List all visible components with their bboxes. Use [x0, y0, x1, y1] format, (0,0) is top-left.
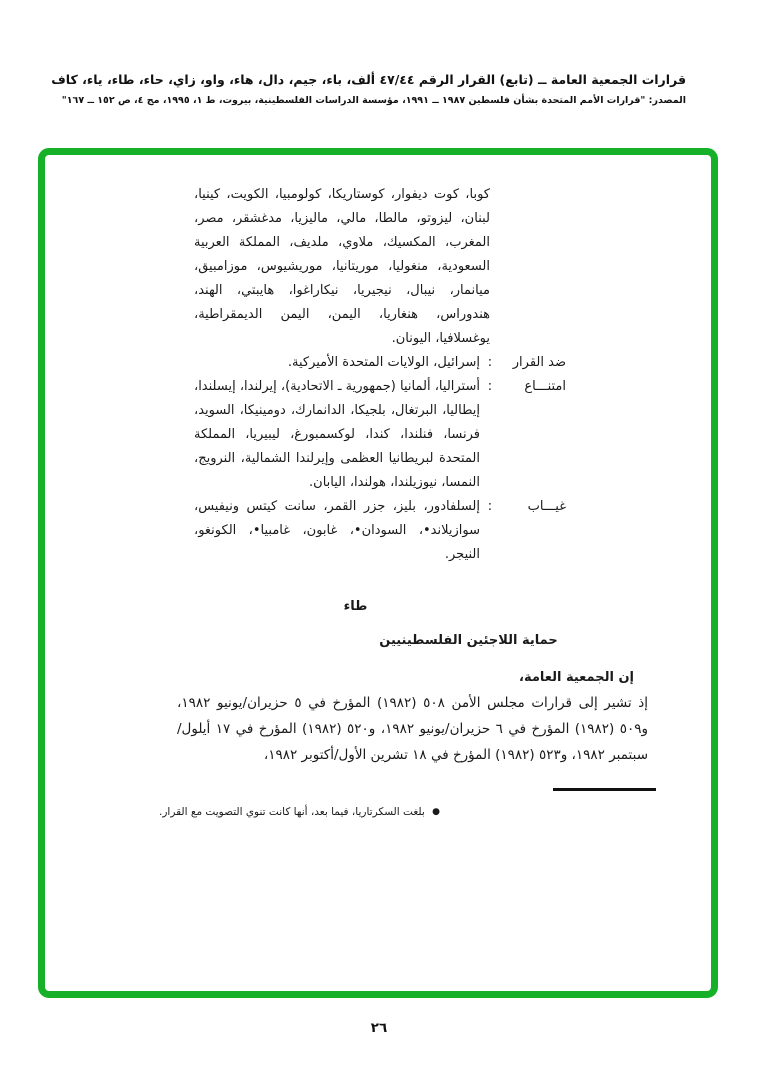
against-countries: إسرائيل، الولايات المتحدة الأميركية.: [287, 355, 480, 370]
footnote-divider: [553, 788, 656, 791]
section-title-heading: حماية اللاجئين الفلسطينيين: [379, 633, 558, 648]
abstain-row: [194, 375, 566, 495]
resolution-lead: إن الجمعية العامة،: [519, 670, 634, 685]
in-favor-continuation-list: كوبا، كوت ديفوار، كوستاريكا، كولومبيا، الكويت، كينيا، لبنان، ليزوتو، مالطا، مالي، ماليزيا، مدغشقر، مصر، المغرب، المكسيك، ملاوي، ملديف، المملكة العربية السعودية، منغوليا، موريتانيا، موريشيوس، موزامبيق، ميانمار، نيبال، نيجيريا، نيكاراغوا، هايبتي، الهند، هندوراس، هنغاريا، اليمن، اليمن الديمقراطية، يوغسلافيا، اليونان.: [194, 187, 490, 346]
absent-label: غيـــاب: [527, 499, 566, 514]
absent-separator: :: [487, 499, 493, 514]
against-row: [194, 351, 566, 375]
against-separator: :: [487, 355, 493, 370]
section-letter-heading: طاء: [343, 599, 368, 614]
abstain-countries: أستراليا، ألمانيا (جمهورية ـ الاتحادية)، إيرلندا، إيسلندا، إيطاليا، البرتغال، بلجيكا، الدانمارك، دومينيكا، السويد، فرنسا، فنلندا، كندا، لوكسمبورغ، ليبيريا، المملكة المتحدة لبريطانيا العظمى وإيرلندا الشمالية، النرويج، النمسا، نيوزيلندا، هولندا، اليابان.: [194, 379, 480, 490]
abstain-label: امتنـــاع: [524, 379, 566, 394]
highlight-frame: [38, 148, 718, 998]
against-label: ضد القرار: [512, 355, 566, 370]
footnote-block: [95, 788, 656, 824]
resolution-paragraph: إذ تشير إلى قرارات مجلس الأمن ٥٠٨ (١٩٨٢) المؤرخ في ٥ حزيران/يونيو ١٩٨٢، و٥٠٩ (١٩٨٢) المؤرخ في ٦ حزيران/يونيو ١٩٨٢، و٥٢٠ (١٩٨٢) المؤرخ في ١٧ أيلول/سبتمبر ١٩٨٢، و٥٢٣ (١٩٨٢) المؤرخ في ١٨ تشرين الأول/أكتوبر ١٩٨٢،: [177, 695, 649, 763]
scanned-text-content: [45, 155, 711, 991]
header-source-line: المصدر: "قرارات الأمم المتحدة بشأن فلسطين ١٩٨٧ ــ ١٩٩١، مؤسسة الدراسات الفلسطينية، بيروت، ط ١، ١٩٩٥، مج ٤، ص ١٥٢ ــ ١٦٧": [61, 95, 686, 106]
abstain-separator: :: [487, 379, 493, 394]
footnote-bullet-icon: ●: [432, 807, 440, 817]
footnote-text: بلغت السكرتاريا، فيما بعد، أنها كانت تنوي التصويت مع القرار.: [159, 806, 425, 818]
absent-countries: إلسلفادور، بليز، جزر القمر، سانت كيتس ونيفيس، سوازيلاند•، السودان•، غابون، غامبيا•، الكونغو، النيجر.: [194, 499, 480, 562]
document-header: [51, 72, 686, 106]
absent-row: [194, 495, 566, 567]
voting-record: [194, 183, 566, 567]
footnote-line: [95, 800, 440, 824]
header-title-line: قرارات الجمعية العامة ــ (تابع) القرار الرقم ٤٧/٤٤ ألف، باء، جيم، دال، هاء، واو، زاي، حاء، طاء، ياء، كاف: [51, 72, 686, 87]
page-number: ٢٦: [370, 1020, 388, 1036]
